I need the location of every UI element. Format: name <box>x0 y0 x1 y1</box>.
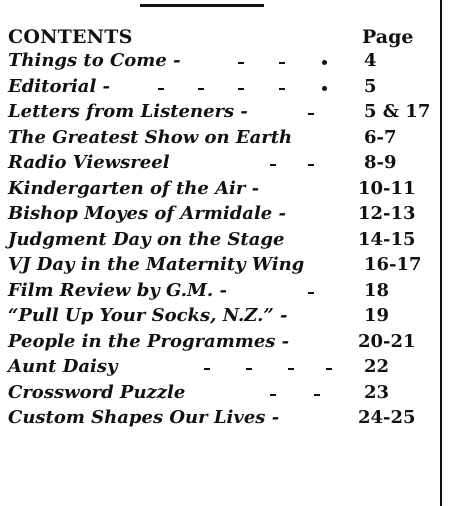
contents-entry <box>8 203 438 229</box>
entry-title: Bishop Moyes of Armidale - <box>8 203 286 224</box>
contents-entry <box>8 127 438 153</box>
entry-title: Editorial - <box>8 75 111 97</box>
entry-page: 16-17 <box>364 254 422 275</box>
entry-title: Letters from Listeners - <box>8 101 248 122</box>
contents-entry <box>8 305 438 331</box>
entry-page: 5 <box>364 75 377 97</box>
entry-page: 12-13 <box>358 203 416 224</box>
entry-page: 14-15 <box>358 228 416 250</box>
page-column-heading: Page <box>362 26 414 48</box>
contents-entry <box>8 331 438 357</box>
entry-page: 8-9 <box>364 152 397 173</box>
contents-entry <box>8 280 438 306</box>
entry-title: Kindergarten of the Air - <box>8 177 260 199</box>
entry-title: Crossword Puzzle <box>8 381 186 403</box>
contents-entry <box>8 152 438 178</box>
contents-heading: CONTENTS <box>8 26 133 48</box>
entry-page: 20-21 <box>358 330 416 352</box>
entry-page: 5 & 17 <box>364 101 431 122</box>
entry-title: Judgment Day on the Stage <box>8 228 285 250</box>
contents-entry <box>8 101 438 127</box>
entry-page: 23 <box>364 381 390 403</box>
entry-title: Custom Shapes Our Lives - <box>8 407 280 428</box>
entry-page: 22 <box>364 356 390 377</box>
entry-title: “Pull Up Your Socks, N.Z.” - <box>8 305 288 326</box>
entry-title: Aunt Daisy <box>8 356 118 377</box>
entry-title: VJ Day in the Maternity Wing <box>8 254 305 275</box>
entry-page: 18 <box>364 279 390 301</box>
top-rule <box>140 4 264 7</box>
entry-title: The Greatest Show on Earth <box>8 126 293 148</box>
entry-title: Things to Come - <box>8 50 181 71</box>
contents-entry <box>8 178 438 204</box>
entry-page: 24-25 <box>358 407 416 428</box>
column-rule <box>440 0 442 506</box>
contents-entry <box>8 382 438 408</box>
entry-title: Film Review by G.M. - <box>8 279 227 301</box>
contents-entry <box>8 229 438 255</box>
contents-entry <box>8 254 438 280</box>
entry-title: Radio Viewsreel <box>8 152 170 173</box>
contents-entry <box>8 50 438 76</box>
contents-list <box>8 50 438 433</box>
contents-entry <box>8 407 438 433</box>
entry-page: 4 <box>364 50 377 71</box>
entry-title: People in the Programmes - <box>8 330 290 352</box>
contents-entry <box>8 356 438 382</box>
contents-header <box>8 26 428 50</box>
entry-page: 10-11 <box>358 177 416 199</box>
entry-page: 6-7 <box>364 126 397 148</box>
entry-page: 19 <box>364 305 390 326</box>
contents-entry <box>8 76 438 102</box>
